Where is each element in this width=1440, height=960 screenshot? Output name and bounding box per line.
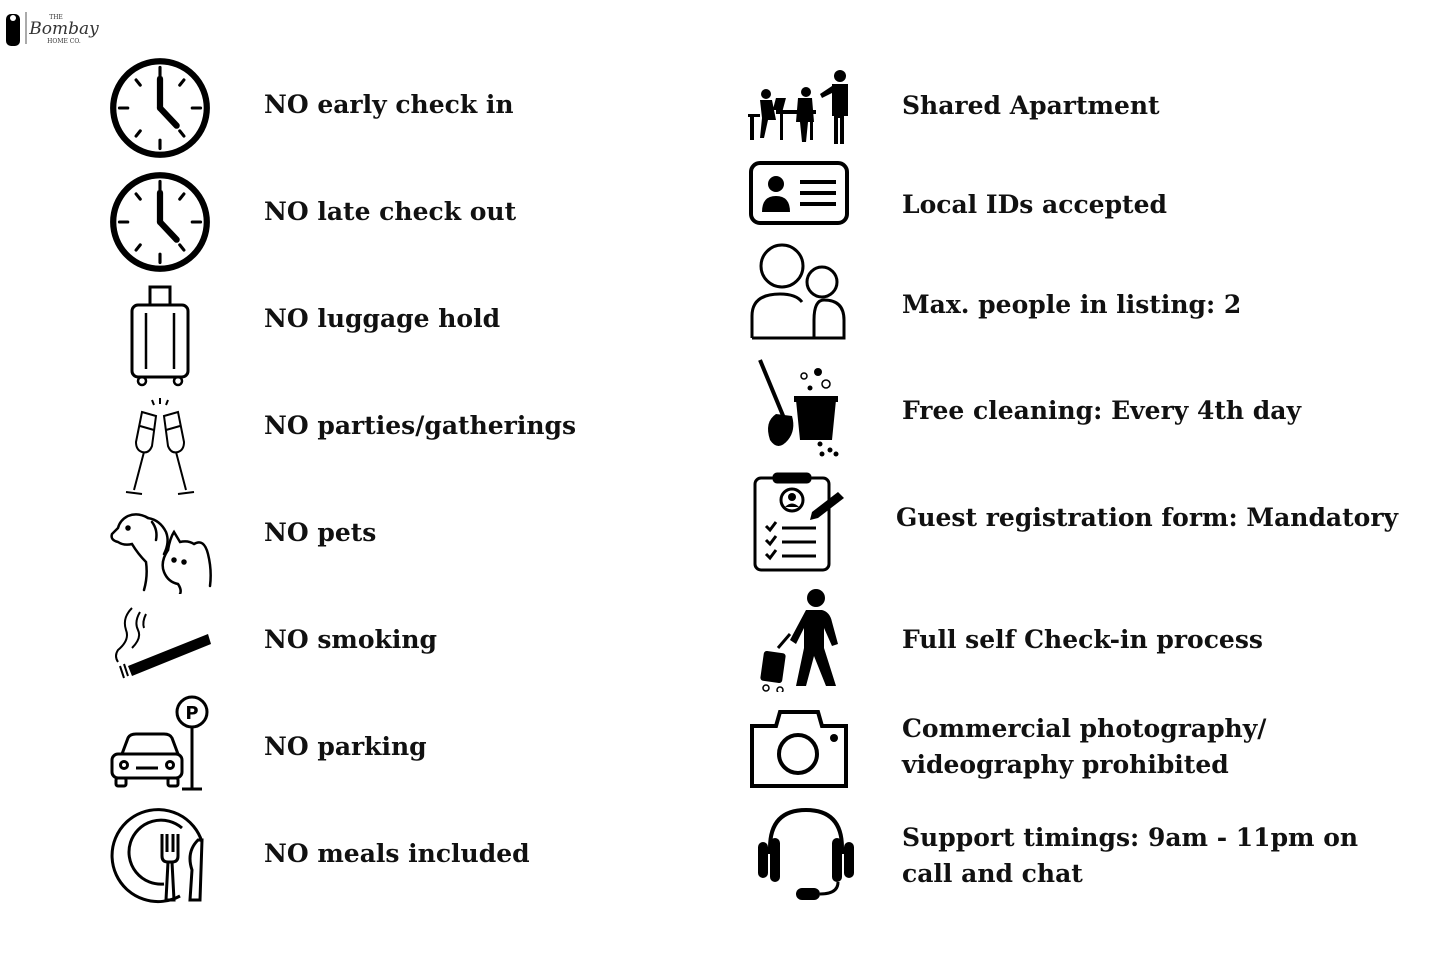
car-parking-icon — [108, 694, 212, 792]
rule-label: Free cleaning: Every 4th day — [902, 396, 1301, 425]
id-card-icon — [748, 160, 850, 226]
rule-label: Max. people in listing: 2 — [902, 290, 1242, 319]
rule-label-line: videography prohibited — [902, 750, 1229, 779]
rule-label: NO pets — [264, 518, 377, 547]
rule-label: Shared Apartment — [902, 91, 1160, 120]
rule-label-multiline — [902, 820, 1422, 892]
camera-icon — [748, 708, 850, 790]
rule-label: Guest registration form: Mandatory — [896, 503, 1399, 532]
people-at-table-icon — [746, 68, 850, 144]
svg-text:Bombay: Bombay — [29, 19, 99, 39]
rule-label: NO meals included — [264, 839, 530, 868]
dog-cat-icon — [108, 510, 212, 594]
luggage-icon — [128, 283, 192, 387]
champagne-glasses-icon — [122, 396, 198, 498]
rule-label: NO smoking — [264, 625, 438, 654]
rule-label: Full self Check-in process — [902, 625, 1263, 654]
clock-icon — [108, 170, 212, 274]
two-people-icon — [750, 242, 848, 340]
rule-label: NO luggage hold — [264, 304, 501, 333]
clock-icon — [108, 56, 212, 160]
rule-label: NO early check in — [264, 90, 514, 119]
rule-label-multiline — [902, 711, 1382, 783]
traveler-luggage-icon — [756, 588, 842, 692]
plate-cutlery-icon — [110, 804, 210, 904]
svg-text:THE: THE — [49, 14, 63, 21]
brand-logo — [4, 6, 104, 48]
headset-icon — [756, 804, 858, 902]
rule-label: NO parking — [264, 732, 427, 761]
rule-label-line: Commercial photography/ — [902, 714, 1267, 743]
svg-text:P: P — [185, 703, 199, 724]
clipboard-form-icon — [752, 472, 846, 572]
mop-bucket-icon — [756, 356, 842, 458]
rule-label: NO parties/gatherings — [264, 411, 577, 440]
rule-label-line: call and chat — [902, 859, 1083, 888]
rule-label: NO late check out — [264, 197, 517, 226]
svg-text:HOME CO.: HOME CO. — [47, 38, 81, 45]
rule-label: Local IDs accepted — [902, 190, 1167, 219]
cigarette-icon — [110, 604, 214, 680]
rule-label-line: Support timings: 9am - 11pm on — [902, 823, 1359, 852]
